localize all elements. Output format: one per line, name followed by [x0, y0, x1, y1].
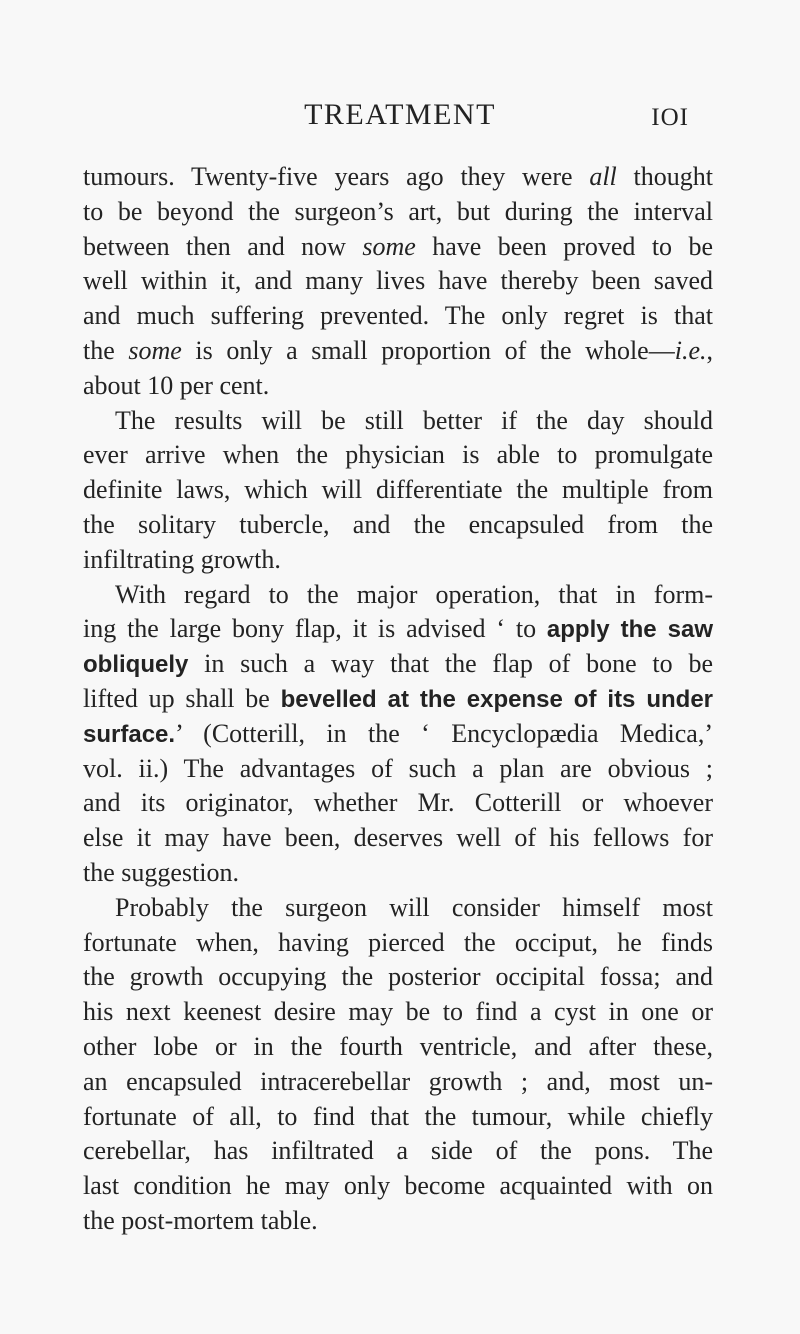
- text-segment: bevelled at the expense of its under: [280, 686, 714, 713]
- text-line: [83, 473, 713, 508]
- text-segment: apply the saw: [546, 616, 713, 644]
- text-segment: have been proved to be: [415, 231, 714, 261]
- text-line: [83, 299, 713, 334]
- text-segment: well within it, and many lives have thereby been saved: [83, 266, 713, 296]
- text-segment: ,: [706, 336, 713, 365]
- text-segment: his next keenest desire may be to find a cyst in one or: [83, 997, 713, 1027]
- text-line: [83, 438, 713, 473]
- text-line: [83, 960, 713, 995]
- text-line: [83, 717, 713, 752]
- text-line: [83, 369, 713, 404]
- text-line: [83, 195, 713, 230]
- text-segment: definite laws, which will differentiate the multiple from: [83, 475, 713, 505]
- text-segment: The results will be still better if the day should: [115, 405, 713, 435]
- text-line: [115, 578, 713, 613]
- text-line: [83, 821, 713, 856]
- text-line: [83, 856, 713, 891]
- text-segment: between then and now: [83, 231, 363, 261]
- text-segment: obliquely: [83, 651, 189, 679]
- text-segment: With regard to the major operation, that in form-: [115, 579, 713, 609]
- text-segment: vol. ii.) The advantages of such a plan are obvious ;: [83, 753, 713, 783]
- text-segment: other lobe or in the fourth ventricle, and after these,: [83, 1032, 713, 1061]
- text-segment: and much suffering prevented. The only regret is that: [83, 301, 713, 331]
- text-line: [83, 995, 713, 1030]
- text-line: [83, 1134, 713, 1169]
- text-segment: the post-mortem table.: [83, 1206, 318, 1235]
- running-title: TREATMENT: [304, 98, 496, 131]
- text-line: [115, 891, 713, 926]
- page-number: IOI: [651, 104, 689, 131]
- text-segment: some: [362, 231, 416, 261]
- text-segment: is only a small proportion of the whole—: [181, 336, 675, 365]
- text-segment: the suggestion.: [83, 858, 239, 887]
- text-line: [83, 786, 713, 821]
- text-segment: surface.: [83, 720, 176, 748]
- text-segment: cerebellar, has infiltrated a side of the pons. The: [83, 1136, 713, 1166]
- text-segment: the growth occupying the posterior occipital fossa; and: [83, 962, 713, 992]
- text-line: [83, 543, 713, 578]
- text-segment: lifted up shall be: [83, 684, 281, 713]
- text-line: [83, 160, 713, 195]
- text-segment: Probably the surgeon will consider himself most: [115, 892, 713, 922]
- text-segment: else it may have been, deserves well of his fellows for: [83, 823, 713, 853]
- text-line: [83, 1030, 713, 1065]
- text-line: [83, 1169, 713, 1204]
- text-segment: fortunate when, having pierced the occiput, he finds: [83, 927, 713, 957]
- text-line: [83, 264, 713, 299]
- text-segment: the: [83, 336, 129, 365]
- text-line: [83, 334, 713, 369]
- text-segment: to be beyond the surgeon’s art, but during the interval: [83, 196, 713, 226]
- text-segment: about 10 per cent.: [83, 370, 270, 400]
- text-line: [83, 1065, 713, 1100]
- text-line: [83, 926, 713, 961]
- text-segment: thought: [616, 162, 713, 191]
- text-line: [83, 647, 713, 682]
- text-line: [83, 752, 713, 787]
- text-segment: and its originator, whether Mr. Cotterill or whoever: [83, 788, 713, 818]
- text-segment: an encapsuled intracerebellar growth ; and, most un-: [83, 1066, 713, 1096]
- text-segment: all: [589, 162, 617, 191]
- text-line: [83, 230, 713, 265]
- text-line: [83, 1100, 713, 1135]
- text-line: [83, 612, 713, 647]
- text-segment: in such a way that the flap of bone to be: [188, 649, 713, 679]
- text-line: [83, 682, 713, 717]
- text-segment: last condition he may only become acquainted with on: [83, 1171, 713, 1201]
- text-segment: the solitary tubercle, and the encapsuled from the: [83, 510, 713, 539]
- text-segment: fortunate of all, to find that the tumour, while chiefly: [83, 1101, 713, 1131]
- text-segment: ’ (Cotterill, in the ‘ Encyclopædia Medica,’: [175, 718, 713, 748]
- running-head: [0, 98, 800, 138]
- text-line: [115, 404, 713, 439]
- text-segment: ever arrive when the physician is able to promulgate: [83, 440, 713, 470]
- text-segment: some: [128, 336, 182, 365]
- text-segment: infiltrating growth.: [83, 544, 281, 574]
- text-line: [83, 1204, 713, 1239]
- text-segment: tumours. Twenty-five years ago they were: [83, 162, 590, 191]
- text-line: [83, 508, 713, 543]
- text-segment: ing the large bony flap, it is advised ‘ to: [83, 614, 547, 644]
- text-segment: i.e.: [674, 336, 707, 365]
